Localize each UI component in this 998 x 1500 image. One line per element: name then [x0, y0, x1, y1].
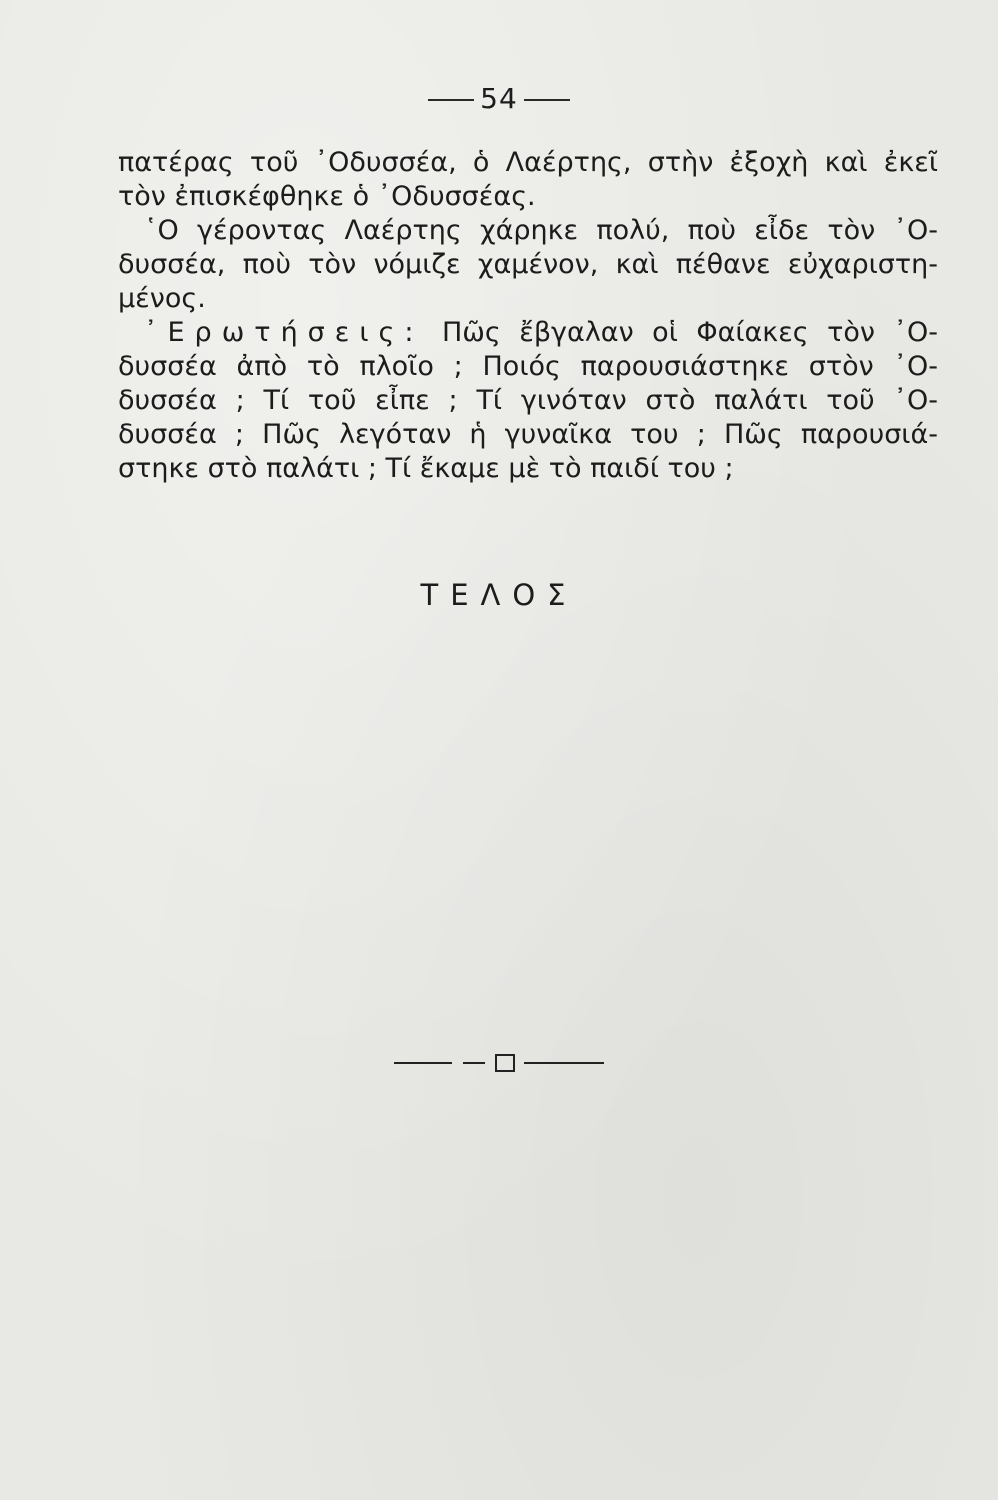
- end-ornament: [0, 1052, 998, 1072]
- dash-left: [428, 99, 474, 101]
- questions-line: [118, 316, 938, 350]
- body-text: [118, 146, 938, 486]
- page-number-text: 54: [480, 82, 518, 115]
- text-line: ῾Ο γέροντας Λαέρτης χάρηκε πολύ, ποὺ εἶδε τὸν ᾿Ο-: [144, 215, 938, 246]
- ornament-bar-left: [394, 1062, 452, 1064]
- ornament-bar-right: [524, 1062, 604, 1064]
- text-line: δυσσέα ; Πῶς λεγόταν ἡ γυναῖκα του ; Πῶς παρουσιά-: [118, 419, 938, 450]
- end-title: ΤΕΛΟΣ: [420, 578, 578, 612]
- questions-line-text: Πῶς ἔβγαλαν οἱ Φαίακες τὸν ᾿Ο-: [441, 317, 938, 348]
- text-line: στηκε στὸ παλάτι ; Τί ἔκαμε μὲ τὸ παιδί του ;: [118, 453, 734, 484]
- text-line: δυσσέα ἀπὸ τὸ πλοῖο ; Ποιός παρουσιάστηκε στὸν ᾿Ο-: [118, 351, 938, 382]
- text-line: τὸν ἐπισκέφθηκε ὁ ᾿Οδυσσέας.: [118, 181, 536, 212]
- text-line: πατέρας τοῦ ᾿Οδυσσέα, ὁ Λαέρτης, στὴν ἐξοχὴ καὶ ἐκεῖ: [118, 147, 938, 178]
- text-line: μένος.: [118, 283, 206, 314]
- page-number: [0, 82, 998, 115]
- ornament-box-icon: [495, 1054, 515, 1072]
- ornament-bar-mid: [463, 1062, 485, 1064]
- questions-heading: ᾿Ερωτήσεις:: [144, 317, 424, 348]
- text-line: δυσσέα ; Τί τοῦ εἶπε ; Τί γινόταν στὸ παλάτι τοῦ ᾿Ο-: [118, 385, 938, 416]
- text-line: δυσσέα, ποὺ τὸν νόμιζε χαμένον, καὶ πέθανε εὐχαριστη-: [118, 249, 938, 280]
- dash-right: [524, 99, 570, 101]
